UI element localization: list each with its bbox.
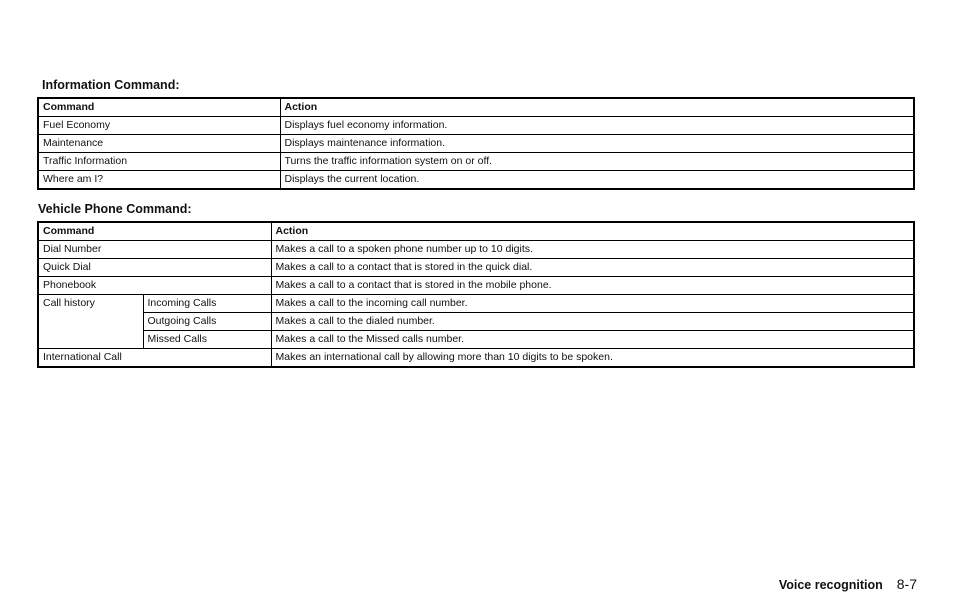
command-cell: Dial Number: [38, 241, 271, 259]
section-title: Voice recognition: [778, 578, 883, 592]
subcommand-cell: Incoming Calls: [143, 295, 271, 313]
action-cell: Turns the traffic information system on or off.: [280, 153, 914, 171]
action-cell: Displays fuel economy information.: [280, 117, 914, 135]
action-cell: Makes a call to the dialed number.: [271, 313, 914, 331]
information-command-heading: Information Command:: [42, 78, 180, 92]
command-column-header: Command: [38, 98, 280, 117]
table-row: [38, 153, 914, 171]
command-cell: Quick Dial: [38, 259, 271, 277]
table-header-row: [38, 222, 914, 241]
table-row: [38, 331, 914, 349]
vehicle-phone-command-table: [37, 221, 915, 368]
table-row: [38, 295, 914, 313]
table-row: [38, 259, 914, 277]
table-row: [38, 241, 914, 259]
table-row: [38, 171, 914, 190]
table-row: [38, 349, 914, 368]
page-number: 8-7: [896, 576, 917, 592]
table-row: [38, 117, 914, 135]
command-cell: Maintenance: [38, 135, 280, 153]
information-command-table: [37, 97, 915, 190]
subcommand-cell: Missed Calls: [143, 331, 271, 349]
table-row: [38, 277, 914, 295]
command-cell: International Call: [38, 349, 271, 368]
command-cell: Traffic Information: [38, 153, 280, 171]
action-cell: Displays the current location.: [280, 171, 914, 190]
page-footer: [779, 576, 917, 593]
vehicle-phone-command-heading: Vehicle Phone Command:: [38, 202, 192, 216]
command-cell: Phonebook: [38, 277, 271, 295]
subcommand-cell: Outgoing Calls: [143, 313, 271, 331]
command-cell: Fuel Economy: [38, 117, 280, 135]
command-column-header: Command: [38, 222, 271, 241]
command-cell: Where am I?: [38, 171, 280, 190]
table-row: [38, 313, 914, 331]
table-header-row: [38, 98, 914, 117]
table-row: [38, 135, 914, 153]
action-cell: Displays maintenance information.: [280, 135, 914, 153]
action-cell: Makes a call to a contact that is stored in the quick dial.: [271, 259, 914, 277]
action-cell: Makes an international call by allowing more than 10 digits to be spoken.: [271, 349, 914, 368]
action-cell: Makes a call to the incoming call number.: [271, 295, 914, 313]
call-history-cell: Call history: [38, 295, 143, 349]
action-column-header: Action: [280, 98, 914, 117]
action-cell: Makes a call to a spoken phone number up to 10 digits.: [271, 241, 914, 259]
action-cell: Makes a call to a contact that is stored in the mobile phone.: [271, 277, 914, 295]
action-cell: Makes a call to the Missed calls number.: [271, 331, 914, 349]
action-column-header: Action: [271, 222, 914, 241]
